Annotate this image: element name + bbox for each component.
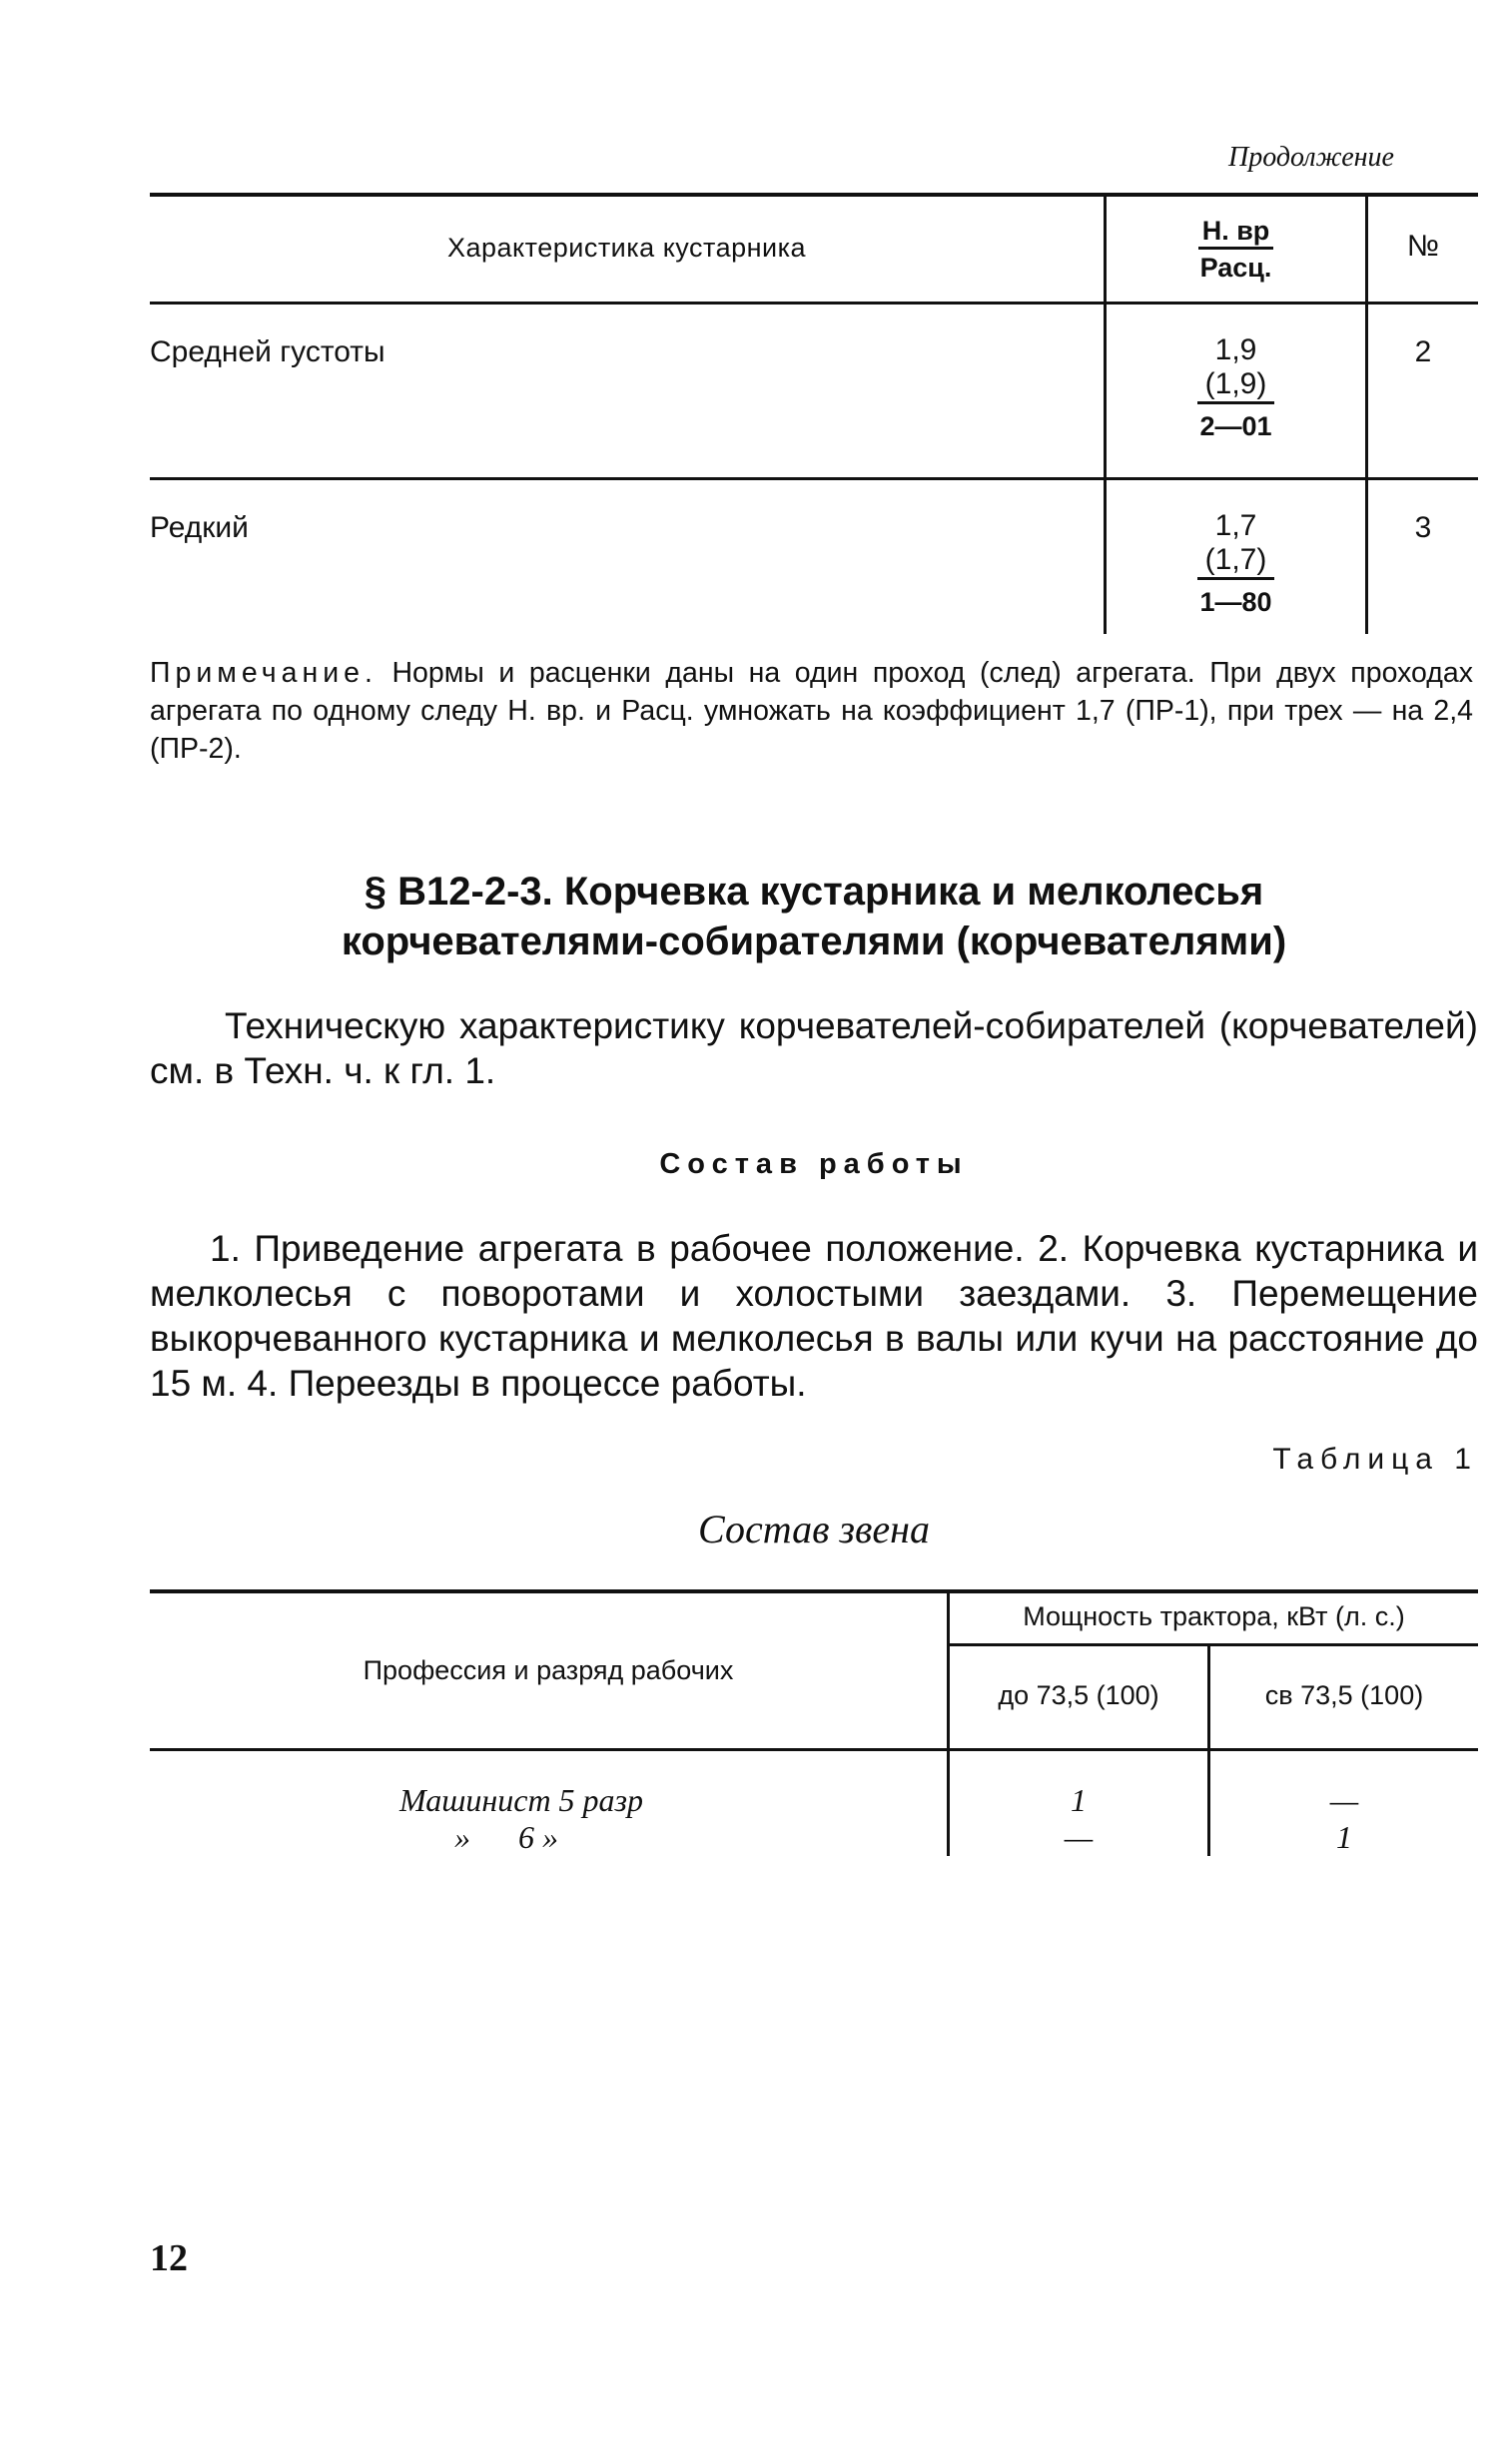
row-number: 3 — [1414, 511, 1432, 544]
price-value: 1—80 — [1199, 587, 1272, 617]
header-power-low: до 73,5 (100) — [998, 1680, 1159, 1710]
header-characteristic: Характеристика кустарника — [446, 233, 807, 263]
header-power: Мощность трактора, кВт (л. с.) — [1023, 1601, 1405, 1631]
row-norm-fraction — [1107, 509, 1365, 624]
section-title-line2: корчевателями-собирателями (корчевателями) — [341, 920, 1287, 963]
work-paragraph: 1. Приведение агрегата в рабочее положение. 2. Корчевка кустарника и мелколесья с поворотами и холостыми заездами. 3. Перемещение выкорчеванного кустарника и мелколесья в валы или кучи на расстояние до 15 м. 4. Переезды в процессе работы. — [150, 1228, 1478, 1404]
crew-profession: Машинист 5 разр — [399, 1782, 644, 1818]
table-label: Таблица 1 — [1272, 1443, 1478, 1476]
intro-paragraph: Техническую характеристику корчевателей-собирателей (корчевателей) см. в Техн. ч. к гл. 1. — [150, 1005, 1478, 1091]
table-header-divider — [150, 1748, 1478, 1751]
header-norm-bottom: Расц. — [1199, 253, 1272, 283]
page-number: 12 — [150, 2237, 188, 2279]
header-profession: Профессия и разряд рабочих — [363, 1655, 734, 1685]
table-row-divider — [150, 477, 1478, 480]
norm-paren-value: (1,7) — [1197, 543, 1275, 580]
work-heading: Состав работы — [659, 1148, 969, 1180]
table-note — [150, 654, 1473, 768]
note-label: Примечание. — [150, 657, 377, 689]
row-number: 2 — [1414, 335, 1432, 368]
table-header-divider — [150, 302, 1478, 305]
subheader-divider — [949, 1643, 1478, 1646]
row-norm-fraction — [1107, 333, 1365, 448]
note-text: Нормы и расценки даны на один проход (след) агрегата. При двух проходах агрегата по одному следу Н. вр. и Расц. умножать на коэффициент 1,7 (ПР-1), при трех — на 2,4 (ПР-2). — [150, 657, 1473, 765]
header-power-high: св 73,5 (100) — [1264, 1680, 1424, 1710]
table-title: Состав звена — [697, 1507, 930, 1551]
table-top-border — [150, 1589, 1478, 1593]
crew-profession: » 6 » — [454, 1819, 558, 1855]
row-name: Средней густоты — [150, 335, 385, 368]
norm-value: 1,7 — [1214, 509, 1257, 542]
header-norm — [1107, 215, 1365, 286]
continuation-label: Продолжение — [1228, 142, 1394, 173]
price-value: 2—01 — [1199, 411, 1272, 441]
section-title-line1: § В12-2-3. Корчевка кустарника и мелколесья — [364, 870, 1264, 914]
table-top-border — [150, 193, 1478, 197]
section-title — [150, 867, 1478, 966]
row-name: Редкий — [150, 511, 249, 544]
header-number: № — [1406, 230, 1440, 263]
crew-high: 1 — [1336, 1819, 1352, 1855]
header-norm-top: Н. вр — [1198, 215, 1274, 250]
norm-value: 1,9 — [1214, 333, 1257, 366]
norm-paren-value: (1,9) — [1197, 367, 1275, 404]
crew-high: — — [1329, 1782, 1359, 1818]
crew-low: 1 — [1071, 1782, 1087, 1818]
crew-low: — — [1064, 1819, 1094, 1855]
